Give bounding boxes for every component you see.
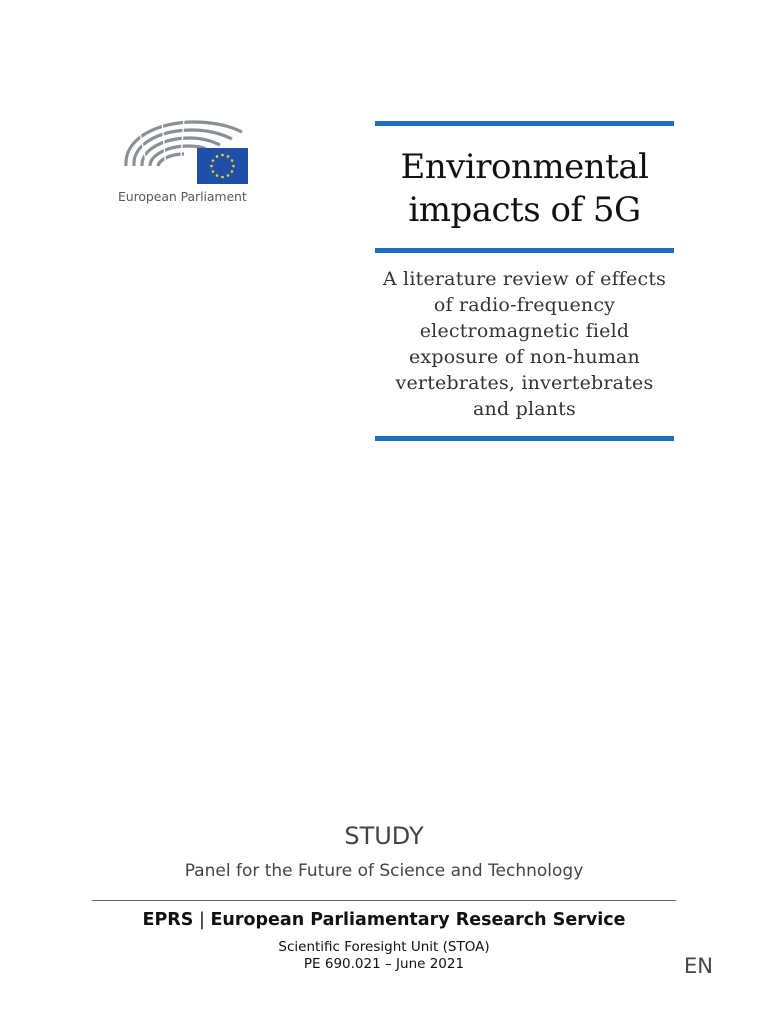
eu-star-icon — [212, 159, 215, 162]
language-code: EN — [684, 954, 713, 978]
eprs-separator: | — [198, 910, 205, 930]
panel-label: Panel for the Future of Science and Technology — [184, 861, 584, 881]
bottom-rule — [375, 436, 674, 441]
title-block — [375, 121, 674, 441]
logo-text: European Parliament — [118, 189, 247, 204]
eu-star-icon — [232, 165, 235, 168]
eu-star-icon — [210, 165, 213, 168]
reference-label: PE 690.021 – June 2021 — [303, 956, 465, 972]
eprs-abbr: EPRS — [142, 910, 194, 930]
eu-star-icon — [227, 174, 230, 177]
eu-flag — [197, 148, 248, 184]
study-label: STUDY — [344, 822, 424, 850]
eu-star-icon — [221, 176, 224, 179]
eu-star-icon — [221, 154, 224, 157]
study-footer — [92, 818, 676, 973]
eu-star-icon — [231, 170, 234, 173]
eprs-line — [92, 907, 676, 933]
eu-star-icon — [212, 170, 215, 173]
unit-label: Scientific Foresight Unit (STOA) — [278, 939, 490, 955]
eu-star-icon — [227, 155, 230, 158]
document-subtitle: A literature review of effects of radio-frequency electromagnetic field exposure of non-human vertebrates, invertebrates and plants — [382, 268, 667, 420]
footer-rule — [92, 900, 676, 901]
eu-star-icon — [231, 159, 234, 162]
eu-star-icon — [216, 174, 219, 177]
eprs-name: European Parliamentary Research Service — [210, 910, 626, 930]
eu-star-icon — [216, 155, 219, 158]
document-title: Environmental impacts of 5G — [400, 147, 649, 230]
european-parliament-logo — [118, 118, 254, 210]
hemicycle-icon — [118, 118, 254, 188]
